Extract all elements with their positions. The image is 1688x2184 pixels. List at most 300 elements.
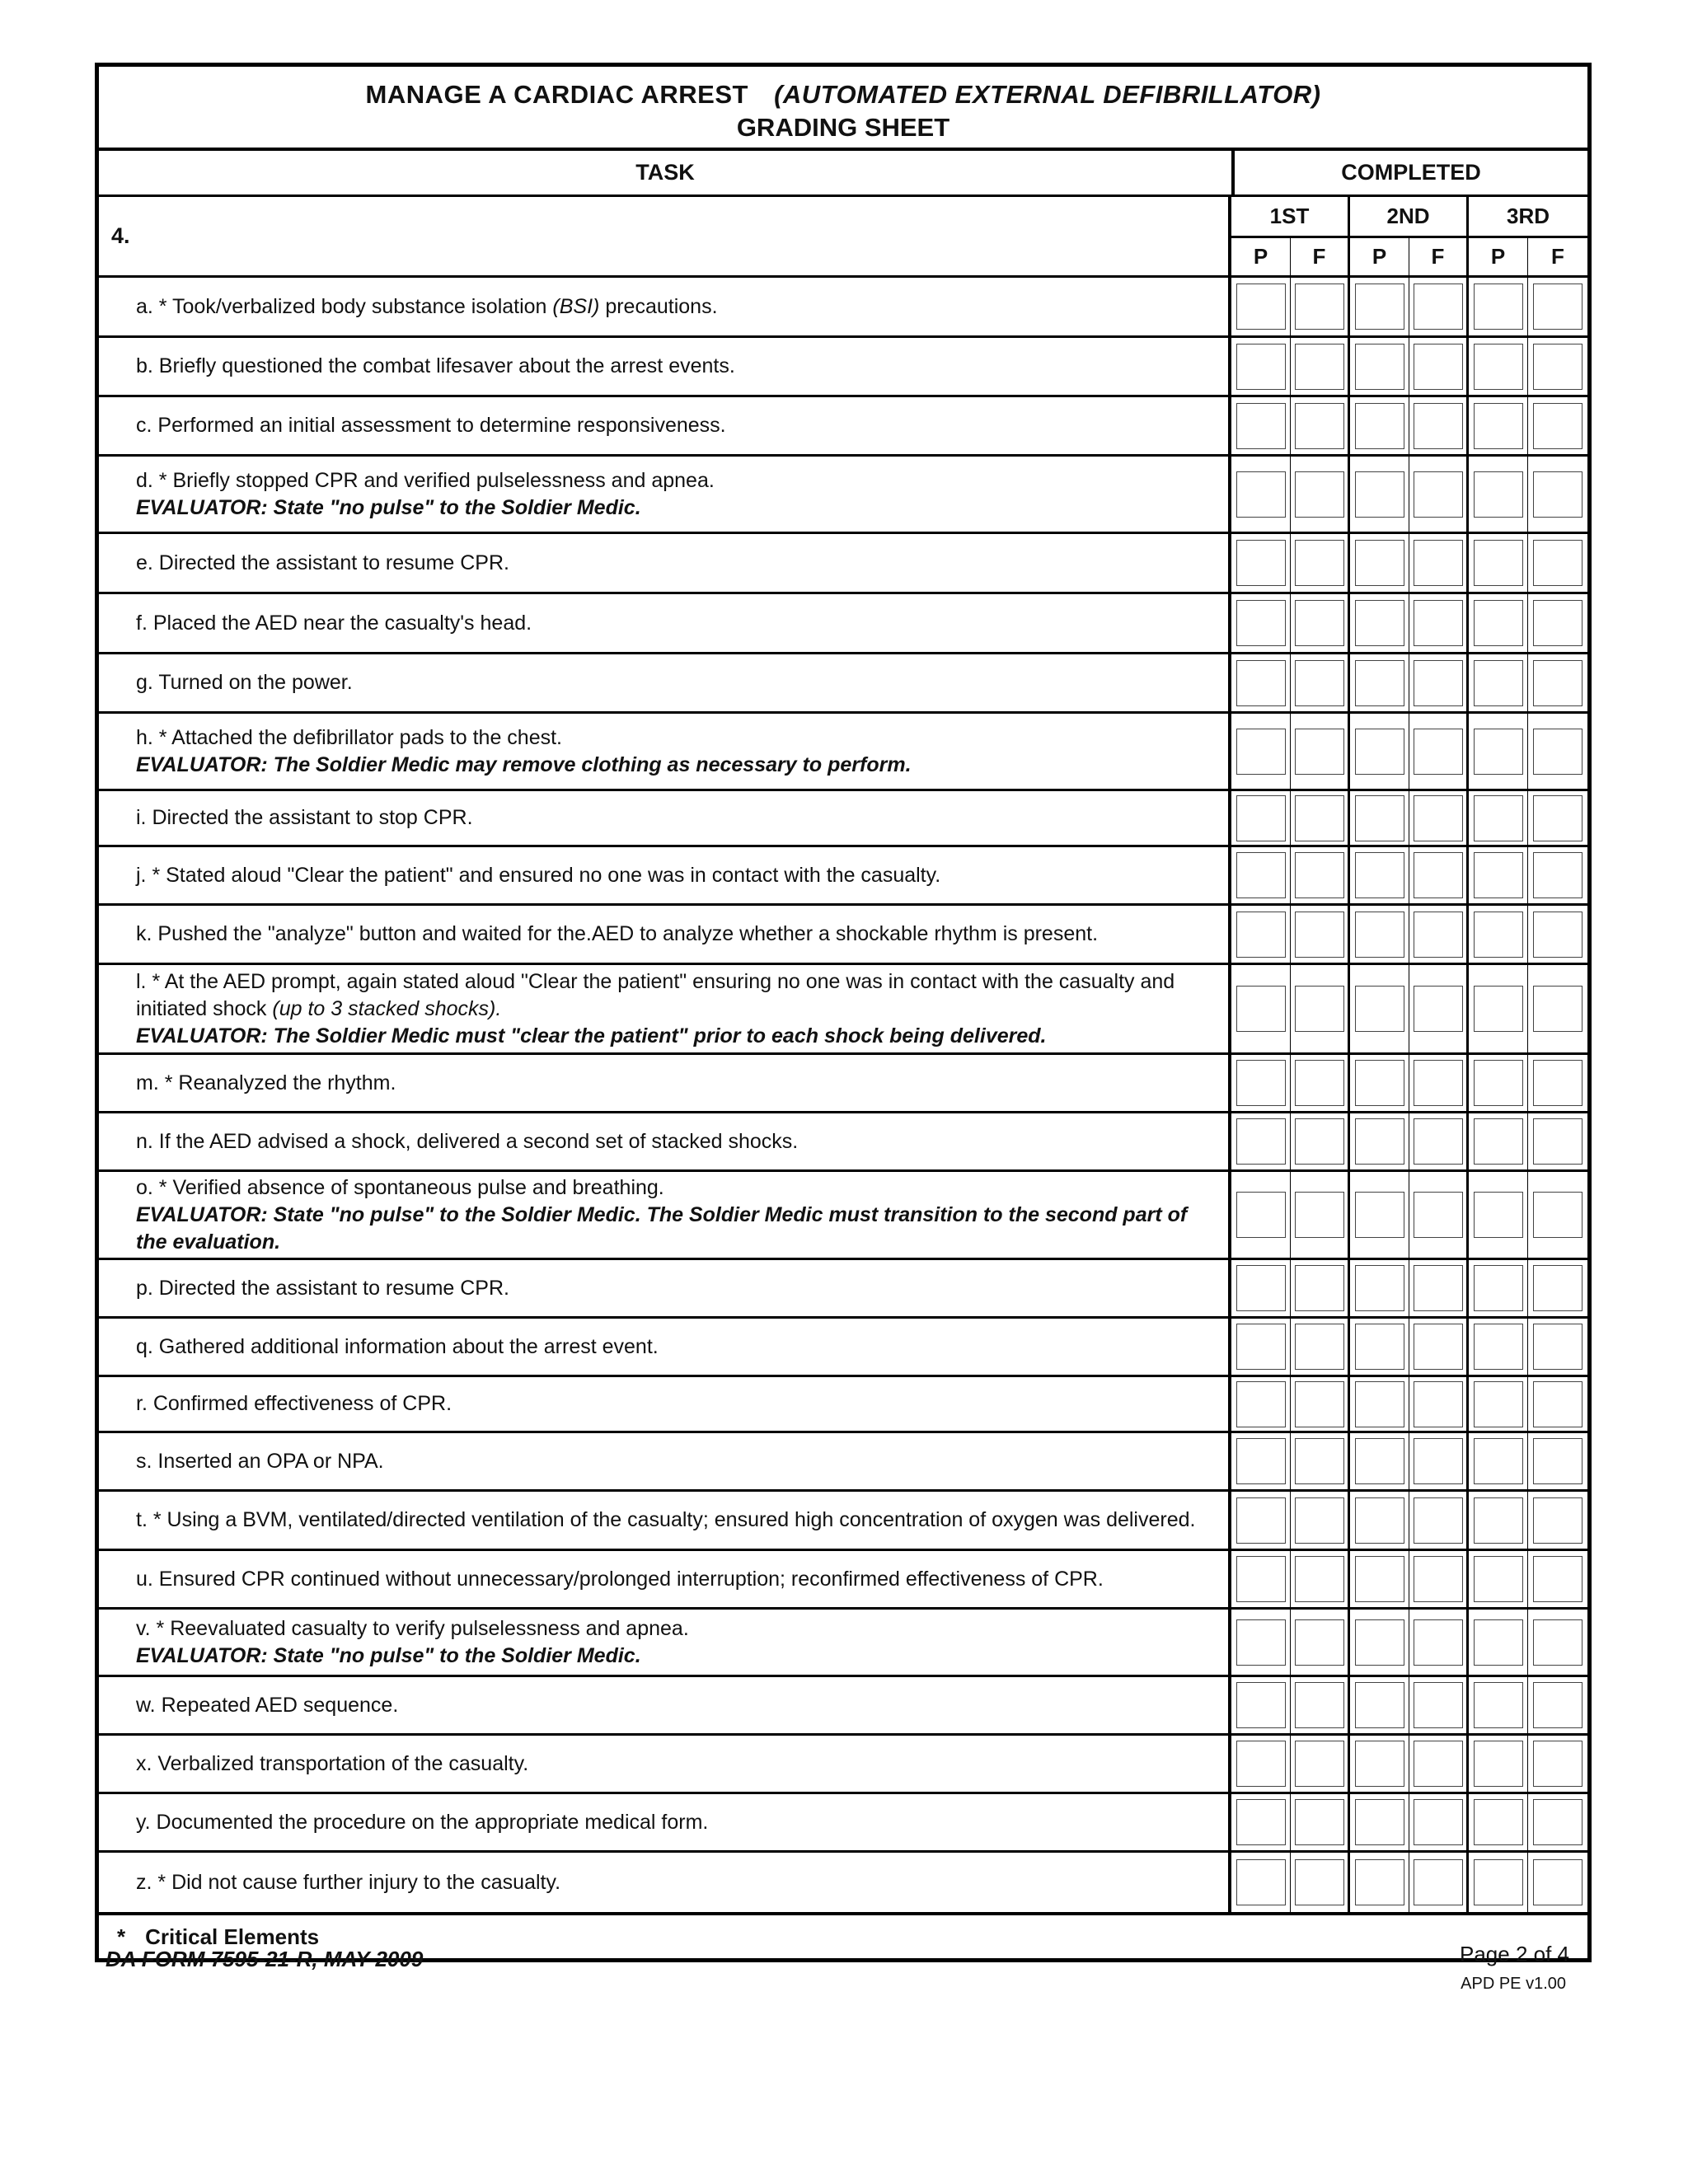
- score-cell: [1231, 791, 1291, 845]
- task-text: [136, 921, 1217, 948]
- 2nd-fail-checkbox[interactable]: [1414, 1381, 1463, 1427]
- task-description: [99, 1853, 1231, 1912]
- score-cell: [1528, 534, 1587, 592]
- 3rd-fail-checkbox[interactable]: [1533, 1497, 1582, 1544]
- 3rd-pass-checkbox[interactable]: [1474, 471, 1523, 518]
- score-cell: [1528, 654, 1587, 711]
- task-row: [99, 791, 1587, 847]
- 3rd-fail-checkbox[interactable]: [1533, 795, 1582, 841]
- 2nd-pass-checkbox[interactable]: [1355, 600, 1404, 646]
- 2nd-pass-checkbox[interactable]: [1355, 1556, 1404, 1602]
- 3rd-fail-checkbox[interactable]: [1533, 986, 1582, 1032]
- 1st-pass-checkbox[interactable]: [1236, 1265, 1286, 1311]
- score-cell: [1469, 654, 1528, 711]
- 1st-pass-checkbox[interactable]: [1236, 795, 1286, 841]
- 1st-fail-checkbox[interactable]: [1295, 600, 1344, 646]
- score-cell: [1350, 1172, 1409, 1258]
- 1st-pass-checkbox[interactable]: [1236, 1118, 1286, 1165]
- pass-fail-label-row: [1231, 236, 1587, 275]
- 1st-pass-checkbox[interactable]: [1236, 1497, 1286, 1544]
- form-title: MANAGE A CARDIAC ARREST: [365, 80, 748, 109]
- 3rd-pass-checkbox[interactable]: [1474, 540, 1523, 586]
- task-text: [136, 669, 1217, 696]
- 2nd-pass-checkbox[interactable]: [1355, 1799, 1404, 1845]
- score-cells: [1231, 1794, 1587, 1850]
- score-cells: [1231, 594, 1587, 652]
- 3rd-pass-checkbox[interactable]: [1474, 660, 1523, 706]
- task-text: [136, 1128, 1217, 1155]
- score-cell: [1409, 1794, 1469, 1850]
- 1st-pass-checkbox[interactable]: [1236, 852, 1286, 898]
- score-cell: [1469, 594, 1528, 652]
- 1st-pass-checkbox[interactable]: [1236, 1682, 1286, 1728]
- score-cells: [1231, 1492, 1587, 1549]
- score-cells: [1231, 1172, 1587, 1258]
- 3rd-pass-checkbox[interactable]: [1474, 344, 1523, 390]
- task-row: [99, 1113, 1587, 1172]
- 2nd-pass-checkbox[interactable]: [1355, 284, 1404, 330]
- score-cells: [1231, 1736, 1587, 1792]
- 2nd-pass-checkbox[interactable]: [1355, 1619, 1404, 1666]
- 1st-fail-checkbox[interactable]: [1295, 660, 1344, 706]
- task-description: [99, 1377, 1231, 1431]
- 2nd-pass-checkbox[interactable]: [1355, 1682, 1404, 1728]
- form-title-line: [99, 78, 1587, 111]
- task-description: [99, 906, 1231, 963]
- score-cell: [1469, 1610, 1528, 1675]
- task-row: [99, 534, 1587, 594]
- 1st-fail-checkbox[interactable]: [1295, 1859, 1344, 1905]
- 3rd-pass-checkbox[interactable]: [1474, 1118, 1523, 1165]
- task-description: [99, 534, 1231, 592]
- 3rd-fail-checkbox[interactable]: [1533, 471, 1582, 518]
- score-cells: [1231, 965, 1587, 1052]
- task-row: [99, 1736, 1587, 1794]
- score-cells: [1231, 338, 1587, 395]
- completed-column-header: COMPLETED: [1341, 160, 1481, 185]
- 3rd-fail-checkbox[interactable]: [1533, 540, 1582, 586]
- task-description: [99, 847, 1231, 903]
- 3rd-pass-checkbox[interactable]: [1474, 284, 1523, 330]
- score-cell: [1231, 1677, 1291, 1733]
- score-cell: [1350, 714, 1409, 789]
- 1st-fail-checkbox[interactable]: [1295, 471, 1344, 518]
- 3rd-pass-checkbox[interactable]: [1474, 1619, 1523, 1666]
- 2nd-fail-checkbox[interactable]: [1414, 1682, 1463, 1728]
- 3rd-pass-checkbox[interactable]: [1474, 1381, 1523, 1427]
- 2nd-fail-checkbox[interactable]: [1414, 1265, 1463, 1311]
- 3rd-pass-checkbox[interactable]: [1474, 1556, 1523, 1602]
- 1st-fail-checkbox[interactable]: [1295, 284, 1344, 330]
- task-description: [99, 1610, 1231, 1675]
- score-cell: [1231, 457, 1291, 532]
- form-version: APD PE v1.00: [1461, 1975, 1566, 1993]
- score-cell: [1528, 1377, 1587, 1431]
- score-cell: [1528, 1319, 1587, 1375]
- 3rd-pass-checkbox[interactable]: [1474, 1060, 1523, 1106]
- 2nd-fail-checkbox[interactable]: [1414, 1799, 1463, 1845]
- 3rd-pass-checkbox[interactable]: [1474, 795, 1523, 841]
- score-cells: [1231, 1853, 1587, 1912]
- 2nd-pass-checkbox[interactable]: [1355, 1265, 1404, 1311]
- task-row: [99, 654, 1587, 714]
- score-cell: [1350, 791, 1409, 845]
- 3rd-fail-checkbox[interactable]: [1533, 1265, 1582, 1311]
- score-cell: [1528, 1551, 1587, 1607]
- 3rd-fail-checkbox[interactable]: [1533, 403, 1582, 449]
- task-text: [136, 804, 1217, 832]
- score-cell: [1291, 847, 1350, 903]
- 3rd-pass-checkbox[interactable]: [1474, 1682, 1523, 1728]
- score-cell: [1528, 338, 1587, 395]
- 2nd-fail-checkbox[interactable]: [1414, 1859, 1463, 1905]
- 2nd-pass-checkbox[interactable]: [1355, 795, 1404, 841]
- task-description: [99, 1172, 1231, 1258]
- task-description: [99, 397, 1231, 454]
- 1st-fail-checkbox[interactable]: [1295, 1265, 1344, 1311]
- 2nd-fail-checkbox[interactable]: [1414, 1118, 1463, 1165]
- 2nd-pass-checkbox[interactable]: [1355, 471, 1404, 518]
- 1st-pass-checkbox[interactable]: [1236, 1438, 1286, 1484]
- 2nd-fail-checkbox[interactable]: [1414, 986, 1463, 1032]
- score-cell: [1409, 594, 1469, 652]
- evaluator-note: EVALUATOR: The Soldier Medic must "clear the patient" prior to each shock being delivered.: [136, 1024, 1047, 1047]
- task-description: [99, 1492, 1231, 1549]
- 3rd-fail-checkbox[interactable]: [1533, 912, 1582, 958]
- score-cell: [1469, 1172, 1528, 1258]
- 1st-pass-checkbox[interactable]: [1236, 1741, 1286, 1787]
- score-cell: [1528, 1172, 1587, 1258]
- score-cell: [1350, 965, 1409, 1052]
- 1st-fail-checkbox[interactable]: [1295, 1741, 1344, 1787]
- 1st-pass-checkbox[interactable]: [1236, 1556, 1286, 1602]
- task-description: [99, 594, 1231, 652]
- 1st-fail-checkbox[interactable]: [1295, 540, 1344, 586]
- score-cell: [1469, 1677, 1528, 1733]
- 2nd-fail-checkbox[interactable]: [1414, 729, 1463, 775]
- score-cell: [1409, 278, 1469, 335]
- score-cells: [1231, 654, 1587, 711]
- fail-label: F: [1551, 244, 1564, 269]
- 2nd-pass-checkbox[interactable]: [1355, 660, 1404, 706]
- 3rd-fail-checkbox[interactable]: [1533, 284, 1582, 330]
- 1st-fail-checkbox[interactable]: [1295, 912, 1344, 958]
- 3rd-fail-checkbox[interactable]: [1533, 1381, 1582, 1427]
- score-cell: [1350, 906, 1409, 963]
- 1st-fail-checkbox[interactable]: [1295, 1438, 1344, 1484]
- 3rd-fail-checkbox[interactable]: [1533, 1438, 1582, 1484]
- 2nd-pass-checkbox[interactable]: [1355, 1497, 1404, 1544]
- score-cell: [1350, 654, 1409, 711]
- 3rd-pass-checkbox[interactable]: [1474, 986, 1523, 1032]
- score-cell: [1409, 1172, 1469, 1258]
- score-cell: [1528, 714, 1587, 789]
- 3rd-pass-checkbox[interactable]: [1474, 1859, 1523, 1905]
- score-cell: [1469, 1492, 1528, 1549]
- 3rd-fail-checkbox[interactable]: [1533, 1741, 1582, 1787]
- 1st-pass-checkbox[interactable]: [1236, 1859, 1286, 1905]
- 1st-fail-checkbox[interactable]: [1295, 1799, 1344, 1845]
- score-cells: [1231, 534, 1587, 592]
- 3rd-fail-checkbox[interactable]: [1533, 1859, 1582, 1905]
- 2nd-pass-checkbox[interactable]: [1355, 1192, 1404, 1238]
- 1st-fail-checkbox[interactable]: [1295, 1619, 1344, 1666]
- 3rd-fail-checkbox[interactable]: [1533, 600, 1582, 646]
- 1st-fail-checkbox[interactable]: [1295, 729, 1344, 775]
- task-row: [99, 1433, 1587, 1492]
- 3rd-fail-checkbox[interactable]: [1533, 729, 1582, 775]
- 2nd-pass-checkbox[interactable]: [1355, 986, 1404, 1032]
- 1st-fail-checkbox[interactable]: [1295, 1556, 1344, 1602]
- 3rd-fail-checkbox[interactable]: [1533, 1060, 1582, 1106]
- 2nd-fail-checkbox[interactable]: [1414, 912, 1463, 958]
- 3rd-fail-checkbox[interactable]: [1533, 344, 1582, 390]
- 2nd-fail-checkbox[interactable]: [1414, 1497, 1463, 1544]
- 2nd-pass-checkbox[interactable]: [1355, 403, 1404, 449]
- task-text-part: (up to 3 stacked shocks).: [272, 996, 502, 1020]
- 2nd-fail-checkbox[interactable]: [1414, 1438, 1463, 1484]
- 3rd-pass-checkbox[interactable]: [1474, 1265, 1523, 1311]
- 2nd-pass-checkbox[interactable]: [1355, 912, 1404, 958]
- score-cell: [1350, 1319, 1409, 1375]
- 3rd-fail-checkbox[interactable]: [1533, 660, 1582, 706]
- 2nd-pass-checkbox[interactable]: [1355, 852, 1404, 898]
- 1st-pass-checkbox[interactable]: [1236, 660, 1286, 706]
- 1st-pass-checkbox[interactable]: [1236, 284, 1286, 330]
- form-id: DA FORM 7595-21-R, MAY 2009: [106, 1947, 424, 1971]
- 3rd-fail-checkbox[interactable]: [1533, 1324, 1582, 1370]
- 1st-pass-checkbox[interactable]: [1236, 1060, 1286, 1106]
- 3rd-pass-checkbox[interactable]: [1474, 1497, 1523, 1544]
- 2nd-fail-checkbox[interactable]: [1414, 540, 1463, 586]
- task-row: [99, 594, 1587, 654]
- task-description: [99, 1551, 1231, 1607]
- score-cell: [1231, 278, 1291, 335]
- 1st-pass-checkbox[interactable]: [1236, 344, 1286, 390]
- 1st-fail-checkbox[interactable]: [1295, 1060, 1344, 1106]
- score-cell: [1291, 1433, 1350, 1489]
- score-cell: [1409, 1853, 1469, 1912]
- 1st-pass-checkbox[interactable]: [1236, 1799, 1286, 1845]
- 2nd-pass-checkbox[interactable]: [1355, 1118, 1404, 1165]
- score-cell: [1291, 1172, 1350, 1258]
- 1st-fail-checkbox[interactable]: [1295, 403, 1344, 449]
- 3rd-pass-checkbox[interactable]: [1474, 852, 1523, 898]
- task-text-part: m. * Reanalyzed the rhythm.: [136, 1071, 396, 1094]
- 2nd-fail-checkbox[interactable]: [1414, 852, 1463, 898]
- section-number: 4.: [99, 197, 1231, 275]
- 3rd-fail-checkbox[interactable]: [1533, 1118, 1582, 1165]
- 3rd-pass-checkbox[interactable]: [1474, 403, 1523, 449]
- 3rd-pass-checkbox[interactable]: [1474, 1438, 1523, 1484]
- score-cells: [1231, 457, 1587, 532]
- 1st-pass-checkbox[interactable]: [1236, 912, 1286, 958]
- score-cells: [1231, 714, 1587, 789]
- score-cells: [1231, 1055, 1587, 1111]
- score-cell: [1469, 338, 1528, 395]
- 1st-pass-checkbox[interactable]: [1236, 1192, 1286, 1238]
- task-text: [136, 1333, 1217, 1361]
- 1st-pass-checkbox[interactable]: [1236, 403, 1286, 449]
- 1st-pass-checkbox[interactable]: [1236, 540, 1286, 586]
- 3rd-fail-checkbox[interactable]: [1533, 852, 1582, 898]
- score-cell: [1409, 1610, 1469, 1675]
- task-text: [136, 1390, 1217, 1418]
- task-text-part: b. Briefly questioned the combat lifesaver about the arrest events.: [136, 354, 735, 377]
- score-cell: [1528, 906, 1587, 963]
- 3rd-fail-checkbox[interactable]: [1533, 1619, 1582, 1666]
- 3rd-fail-checkbox[interactable]: [1533, 1556, 1582, 1602]
- task-text-part: f. Placed the AED near the casualty's head.: [136, 611, 532, 635]
- evaluator-note: EVALUATOR: State "no pulse" to the Soldier Medic.: [136, 495, 641, 519]
- 1st-fail-checkbox[interactable]: [1295, 1118, 1344, 1165]
- 2nd-fail-checkbox[interactable]: [1414, 1741, 1463, 1787]
- 2nd-pass-checkbox[interactable]: [1355, 1859, 1404, 1905]
- score-cell: [1528, 1433, 1587, 1489]
- 2nd-fail-checkbox[interactable]: [1414, 344, 1463, 390]
- task-description: [99, 1794, 1231, 1850]
- task-description: [99, 1319, 1231, 1375]
- task-text-part: a. * Took/verbalized body substance isolation: [136, 294, 553, 318]
- 1st-fail-checkbox[interactable]: [1295, 1324, 1344, 1370]
- task-text: [136, 1507, 1217, 1534]
- score-cells: [1231, 397, 1587, 454]
- task-text-part: t. * Using a BVM, ventilated/directed ventilation of the casualty; ensured high concentration of oxygen was delivered.: [136, 1508, 1196, 1531]
- score-cell: [1291, 1377, 1350, 1431]
- 1st-pass-checkbox[interactable]: [1236, 1381, 1286, 1427]
- score-cell: [1291, 534, 1350, 592]
- score-cell: [1231, 1377, 1291, 1431]
- score-cell: [1528, 1610, 1587, 1675]
- 2nd-fail-checkbox[interactable]: [1414, 600, 1463, 646]
- task-row: [99, 338, 1587, 397]
- score-cell: [1409, 1260, 1469, 1316]
- score-cell: [1350, 1736, 1409, 1792]
- 2nd-fail-checkbox[interactable]: [1414, 1556, 1463, 1602]
- 2nd-pass-checkbox[interactable]: [1355, 1324, 1404, 1370]
- task-text-part: q. Gathered additional information about the arrest event.: [136, 1334, 659, 1358]
- 1st-pass-checkbox[interactable]: [1236, 471, 1286, 518]
- score-cell: [1231, 594, 1291, 652]
- 3rd-fail-checkbox[interactable]: [1533, 1192, 1582, 1238]
- 2nd-fail-checkbox[interactable]: [1414, 1192, 1463, 1238]
- task-text: [136, 1174, 1217, 1202]
- 2nd-fail-checkbox[interactable]: [1414, 795, 1463, 841]
- score-cell: [1409, 338, 1469, 395]
- 2nd-fail-checkbox[interactable]: [1414, 1060, 1463, 1106]
- 3rd-fail-checkbox[interactable]: [1533, 1799, 1582, 1845]
- 1st-pass-checkbox[interactable]: [1236, 1619, 1286, 1666]
- score-cell: [1231, 1319, 1291, 1375]
- score-cell: [1350, 397, 1409, 454]
- task-row: [99, 1055, 1587, 1113]
- score-cell: [1291, 714, 1350, 789]
- task-text: [136, 467, 1217, 494]
- 3rd-pass-checkbox[interactable]: [1474, 912, 1523, 958]
- 3rd-pass-checkbox[interactable]: [1474, 1799, 1523, 1845]
- 2nd-pass-checkbox[interactable]: [1355, 1438, 1404, 1484]
- 3rd-pass-checkbox[interactable]: [1474, 600, 1523, 646]
- task-text-part: j. * Stated aloud "Clear the patient" and ensured no one was in contact with the casualty.: [136, 863, 941, 887]
- 2nd-fail-checkbox[interactable]: [1414, 1619, 1463, 1666]
- 1st-fail-checkbox[interactable]: [1295, 1381, 1344, 1427]
- 3rd-pass-checkbox[interactable]: [1474, 729, 1523, 775]
- 1st-fail-checkbox[interactable]: [1295, 1497, 1344, 1544]
- task-row: [99, 1172, 1587, 1260]
- 2nd-fail-checkbox[interactable]: [1414, 284, 1463, 330]
- 1st-fail-checkbox[interactable]: [1295, 344, 1344, 390]
- score-cell: [1350, 1433, 1409, 1489]
- 1st-pass-checkbox[interactable]: [1236, 600, 1286, 646]
- 1st-fail-checkbox[interactable]: [1295, 1192, 1344, 1238]
- pass-label: P: [1231, 238, 1291, 275]
- score-cells: [1231, 1113, 1587, 1169]
- trial-headers: [1231, 197, 1587, 275]
- score-cell: [1291, 397, 1350, 454]
- task-row: [99, 906, 1587, 965]
- task-text: [136, 293, 1217, 321]
- score-cell: [1409, 1492, 1469, 1549]
- task-text: [136, 1692, 1217, 1719]
- score-cell: [1528, 1113, 1587, 1169]
- fail-label: F: [1409, 238, 1469, 275]
- 1st-fail-checkbox[interactable]: [1295, 852, 1344, 898]
- score-cell: [1409, 1736, 1469, 1792]
- 1st-fail-checkbox[interactable]: [1295, 986, 1344, 1032]
- 3rd-pass-checkbox[interactable]: [1474, 1324, 1523, 1370]
- score-cell: [1469, 1055, 1528, 1111]
- 2nd-fail-checkbox[interactable]: [1414, 1324, 1463, 1370]
- 2nd-fail-checkbox[interactable]: [1414, 660, 1463, 706]
- score-cell: [1350, 1377, 1409, 1431]
- task-text-part: d. * Briefly stopped CPR and verified pulselessness and apnea.: [136, 468, 715, 492]
- 1st-pass-checkbox[interactable]: [1236, 1324, 1286, 1370]
- score-cell: [1409, 534, 1469, 592]
- score-cell: [1231, 1610, 1291, 1675]
- 2nd-pass-checkbox[interactable]: [1355, 344, 1404, 390]
- score-cells: [1231, 1377, 1587, 1431]
- 3rd-pass-checkbox[interactable]: [1474, 1741, 1523, 1787]
- score-cell: [1291, 1492, 1350, 1549]
- score-cell: [1350, 1610, 1409, 1675]
- 2nd-pass-checkbox[interactable]: [1355, 1060, 1404, 1106]
- 2nd-fail-checkbox[interactable]: [1414, 403, 1463, 449]
- section-header-row: [99, 197, 1587, 278]
- 2nd-pass-checkbox[interactable]: [1355, 1381, 1404, 1427]
- 1st-pass-checkbox[interactable]: [1236, 986, 1286, 1032]
- 1st-pass-checkbox[interactable]: [1236, 729, 1286, 775]
- 2nd-pass-checkbox[interactable]: [1355, 729, 1404, 775]
- 1st-fail-checkbox[interactable]: [1295, 1682, 1344, 1728]
- score-cell: [1231, 1055, 1291, 1111]
- score-cell: [1469, 1853, 1528, 1912]
- score-cell: [1469, 397, 1528, 454]
- 1st-fail-checkbox[interactable]: [1295, 795, 1344, 841]
- task-description: [99, 1260, 1231, 1316]
- score-cells: [1231, 847, 1587, 903]
- 2nd-pass-checkbox[interactable]: [1355, 1741, 1404, 1787]
- task-row: [99, 1610, 1587, 1677]
- 3rd-fail-checkbox[interactable]: [1533, 1682, 1582, 1728]
- 3rd-pass-checkbox[interactable]: [1474, 1192, 1523, 1238]
- task-text: [136, 1869, 1217, 1896]
- 2nd-pass-checkbox[interactable]: [1355, 540, 1404, 586]
- score-cell: [1291, 1853, 1350, 1912]
- score-cell: [1469, 1377, 1528, 1431]
- score-cell: [1469, 791, 1528, 845]
- task-description: [99, 1433, 1231, 1489]
- 2nd-fail-checkbox[interactable]: [1414, 471, 1463, 518]
